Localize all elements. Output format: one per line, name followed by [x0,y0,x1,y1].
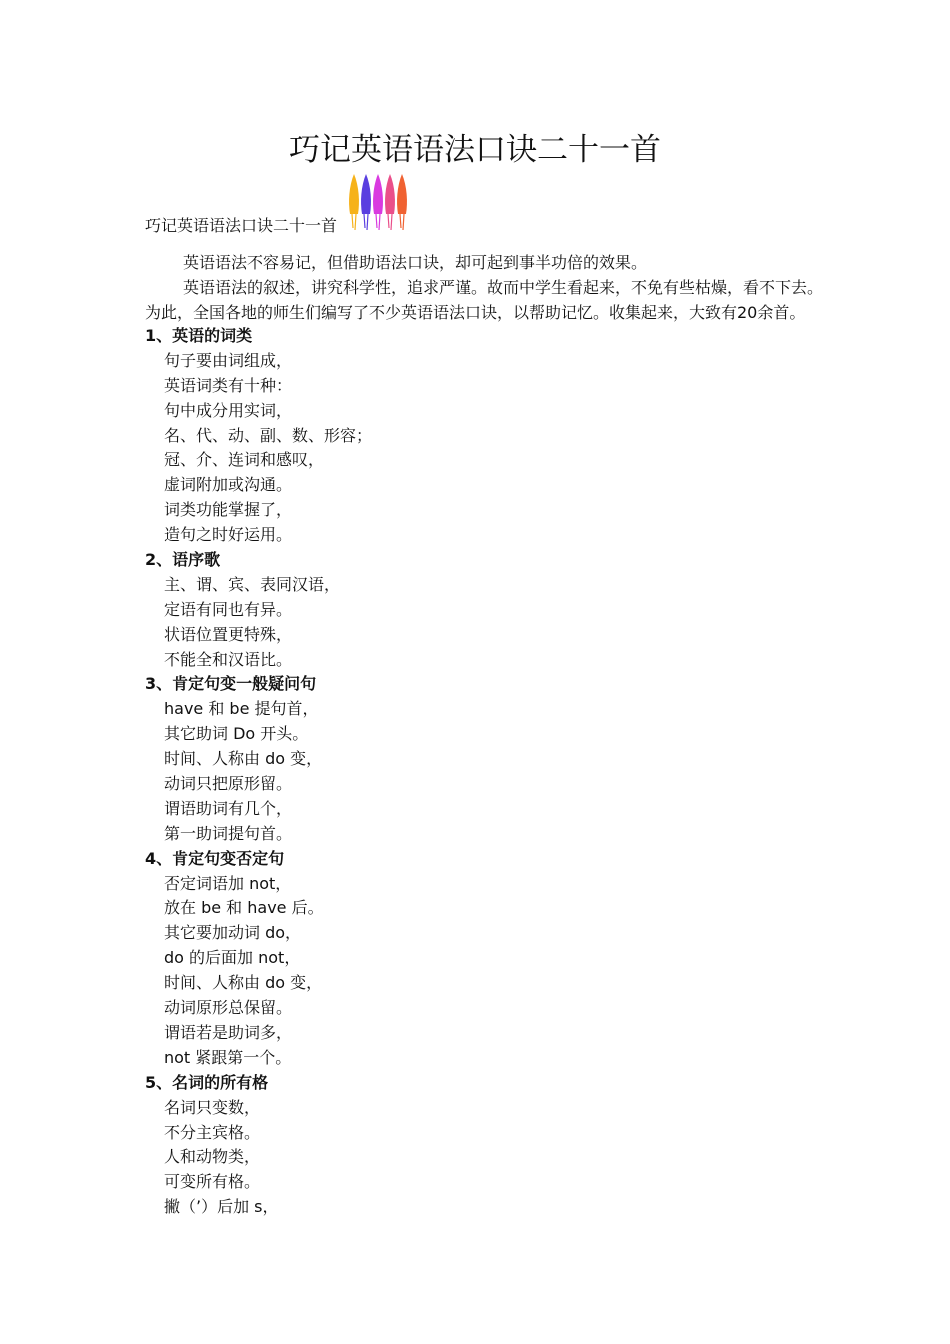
poem-line: 放在 be 和 have 后。 [164,898,324,918]
brush-tip [397,174,407,214]
poem-line: 造句之时好运用。 [164,525,293,545]
poem-line: 否定词语加 not， [164,873,292,893]
poem-line: 句中成分用实词， [164,400,293,420]
poem-line: not 紧跟第一个。 [164,1047,292,1067]
brush-stem [388,214,392,230]
poem-line: 撇（’）后加 s， [164,1197,279,1217]
poem-line: 不能全和汉语比。 [164,649,293,669]
brush-stem [364,214,368,230]
brush-tip [385,174,395,214]
poem-line: 动词原形总保留。 [164,998,293,1018]
poem-line: 虚词附加或沟通。 [164,475,293,495]
poem-line: 其它助词 Do 开头。 [164,724,309,744]
poem-line: 时间、人称由 do 变， [164,749,323,769]
section-heading: 5、名词的所有格 [145,1072,269,1092]
poem-line: 时间、人称由 do 变， [164,973,323,993]
poem-line: do 的后面加 not， [164,948,301,968]
colorful-brushes-icon [346,172,410,234]
poem-section [145,1071,805,1220]
poem-line: 人和动物类， [164,1147,261,1167]
poem-line: 词类功能掌握了， [164,500,293,520]
poem-line: 名词只变数， [164,1097,261,1117]
intro-paragraph-1: 英语语法不容易记，但借助语法口诀，却可起到事半功倍的效果。 [183,253,648,272]
poem-line: 谓语助词有几个， [164,798,293,818]
poem-line: 谓语若是助词多， [164,1022,293,1042]
section-heading: 4、肯定句变否定句 [145,848,285,868]
brush-stem [376,214,380,230]
poem-line: 可变所有格。 [164,1172,261,1192]
poem-line: 第一助词提句首。 [164,823,293,843]
brush-tip [349,174,359,214]
section-heading: 1、英语的词类 [145,326,253,345]
poem-line: 名、代、动、副、数、形容； [164,425,373,445]
poem-section [145,847,805,1071]
poem-line: 动词只把原形留。 [164,774,293,794]
poem-line: 句子要由词组成， [164,350,293,370]
poem-line: 冠、介、连词和感叹， [164,450,325,470]
poem-section [145,672,805,846]
section-heading: 2、语序歌 [145,550,221,570]
brush-tip [373,174,383,214]
brush-stem [352,214,356,230]
brush-tip [361,174,371,214]
poem-section [145,324,805,548]
section-heading: 3、肯定句变一般疑问句 [145,674,317,694]
poem-line: 主、谓、宾、表同汉语， [164,574,341,594]
document-subtitle: 巧记英语语法口诀二十一首 [145,216,338,235]
poem-sections [145,324,805,1220]
poem-line: 其它要加动词 do， [164,923,302,943]
poem-line: 定语有同也有异。 [164,599,293,619]
poem-line: 英语词类有十种： [164,375,293,395]
poem-section [145,548,805,672]
brush-stem [400,214,404,230]
poem-line: 状语位置更特殊， [164,624,293,644]
poem-line: 不分主宾格。 [164,1122,261,1142]
intro-paragraph-2: 英语语法的叙述，讲究科学性，追求严谨。故而中学生看起来，不免有些枯燥，看不下去。为此，全国各地的师生们编写了不少英语语法口诀，以帮助记忆。收集起来，大致有20余首。 [145,278,824,322]
poem-line: have 和 be 提句首， [164,699,319,719]
document-title: 巧记英语语法口诀二十一首 [289,132,661,168]
